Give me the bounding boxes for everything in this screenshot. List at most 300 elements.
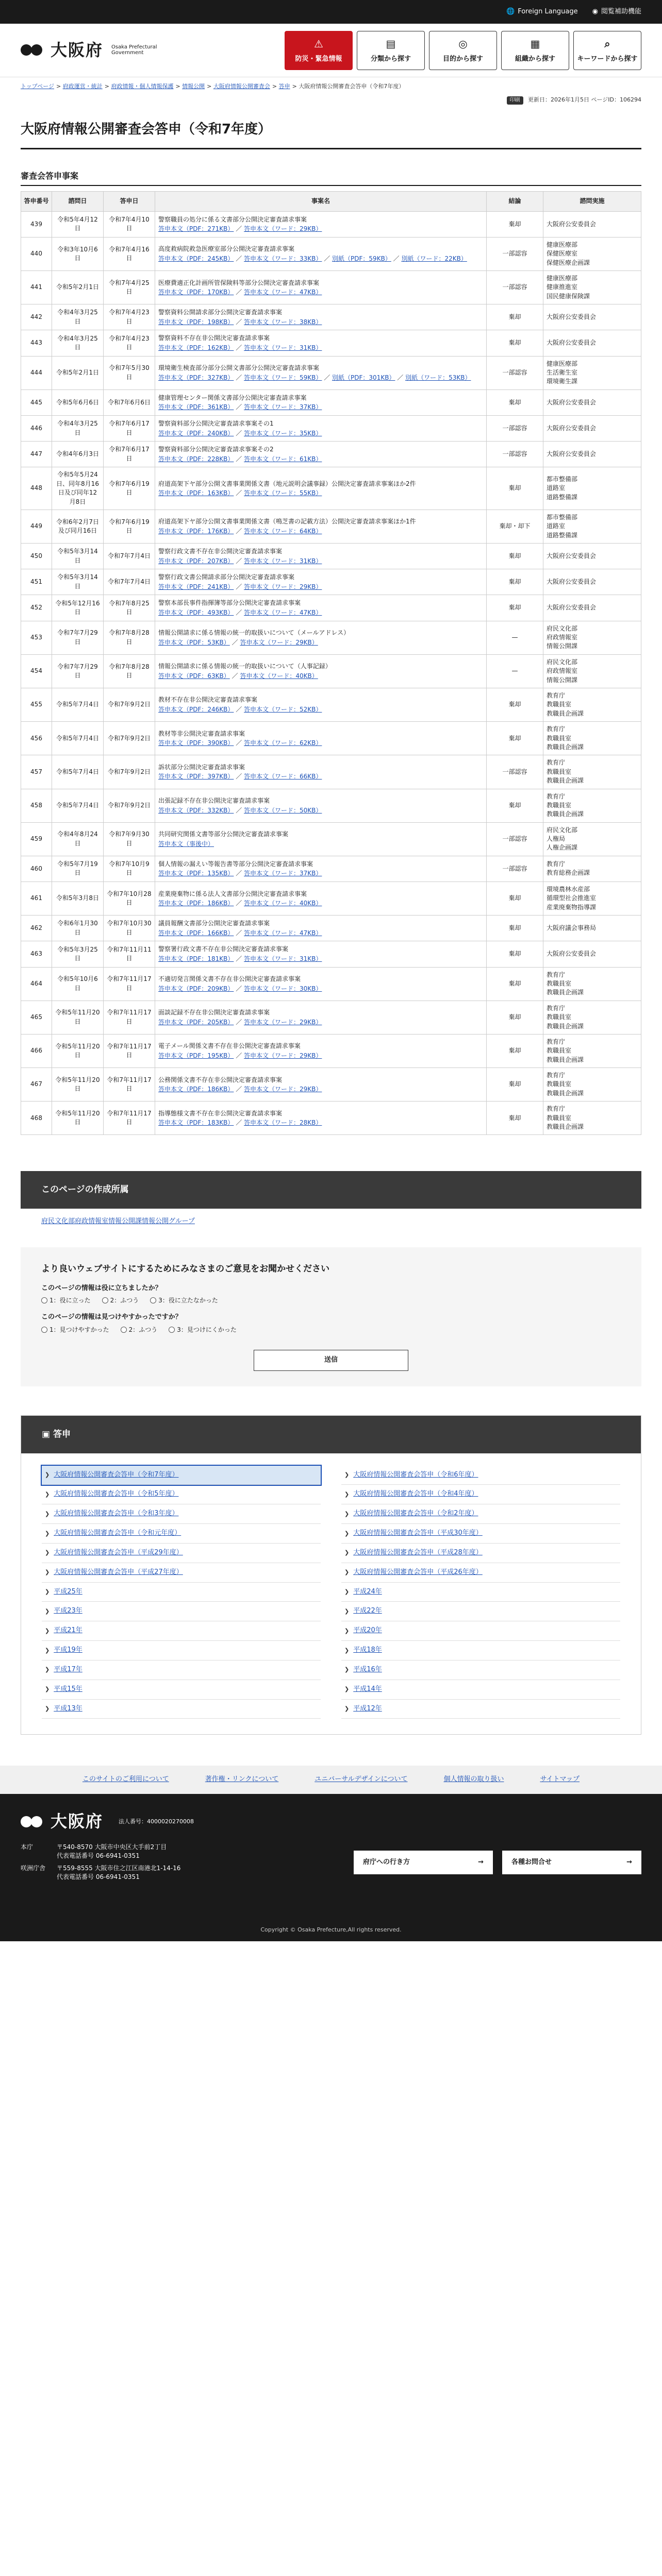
answer-document-link[interactable]: 別紙（ワード：53KB）: [405, 374, 471, 381]
consult-date: 令和5年4月12日: [52, 211, 104, 237]
author-heading: このページの作成所属: [21, 1171, 641, 1209]
answer-document-link[interactable]: 答申本文（ワード：31KB）: [244, 344, 322, 352]
related-item-label[interactable]: 平成19年: [54, 1646, 82, 1654]
department-cell: [543, 967, 641, 1001]
case-links: 答申本文（PDF：186KB） ／ 答申本文（ワード：29KB）: [158, 1086, 322, 1093]
department-name: 教育庁: [547, 792, 566, 800]
answer-document-link[interactable]: 答申本文（ワード：31KB）: [244, 955, 322, 962]
table-row: [21, 271, 641, 304]
footer-link-copyright[interactable]: 著作権・リンクについて: [205, 1775, 279, 1784]
chevron-right-icon: ❯: [45, 1510, 50, 1517]
logo-mark-icon: [21, 1815, 45, 1828]
answer-document-link[interactable]: 答申本文（PDF：390KB）: [158, 739, 234, 747]
case-links: 答申本文（PDF：390KB） ／ 答申本文（ワード：62KB）: [158, 739, 322, 747]
department-cell: [543, 916, 641, 941]
case-name: 情報公開請求に係る情報の統一的取扱いについて（メールアドレス）: [158, 629, 350, 637]
answer-document-link[interactable]: 答申本文（ワード：35KB）: [244, 429, 322, 437]
answer-document-link[interactable]: 答申本文（ワード：59KB）: [244, 374, 322, 381]
department-name: 教育庁: [547, 860, 566, 868]
answer-document-link[interactable]: 答申本文（ワード：52KB）: [244, 706, 322, 714]
case-name: 指導態様文書不存在非公開決定審査請求事案: [158, 1109, 283, 1117]
answer-date: 令和7年4月25日: [104, 271, 155, 304]
related-item-label[interactable]: 平成22年: [353, 1607, 382, 1615]
answer-date: 令和7年7月4日: [104, 544, 155, 569]
answer-document-link[interactable]: 答申本文（PDF：361KB）: [158, 403, 234, 411]
consult-date: 令和5年12月16日: [52, 595, 104, 621]
answer-date: 令和7年11月17日: [104, 1101, 155, 1135]
site-name: 大阪府: [51, 40, 104, 60]
conclusion: 一部認容: [487, 755, 543, 789]
top-utility-bar: [0, 0, 662, 24]
department-name: 健康推進室: [547, 283, 578, 291]
eye-icon: ◉: [592, 7, 598, 15]
answer-document-link[interactable]: 答申本文（ワード：64KB）: [244, 527, 322, 535]
related-item[interactable]: [341, 1466, 620, 1485]
related-item[interactable]: [341, 1621, 620, 1641]
answer-document-link[interactable]: 答申本文（ワード：29KB）: [244, 1086, 322, 1093]
department-name: 大阪府公安委員会: [547, 552, 597, 560]
department-name: 教育庁: [547, 1105, 566, 1113]
related-item-label[interactable]: 平成12年: [353, 1704, 382, 1713]
answer-document-link[interactable]: 答申本文（ワード：61KB）: [244, 455, 322, 463]
department-cell: [543, 1068, 641, 1101]
answer-document-link[interactable]: 答申本文（ワード：50KB）: [244, 806, 322, 814]
department-cell: [543, 882, 641, 916]
table-row: [21, 856, 641, 882]
related-item-label[interactable]: 大阪府情報公開審査会答申（令和2年度）: [353, 1510, 478, 1518]
case-name: 環境衛生検査部分部分公開文書部分公開決定審査請求事案: [158, 364, 320, 372]
answer-document-link[interactable]: 答申本文（PDF：135KB）: [158, 870, 234, 877]
answer-document-link[interactable]: 答申本文（PDF：63KB）: [158, 672, 230, 680]
browse-category-button[interactable]: [357, 31, 425, 70]
related-item[interactable]: [42, 1504, 321, 1524]
print-button[interactable]: 印刷: [507, 96, 523, 105]
radio-icon: [41, 1297, 47, 1303]
case-cell: [155, 467, 487, 510]
department-cell: [543, 595, 641, 621]
department-cell: [543, 1101, 641, 1135]
related-item-label[interactable]: 大阪府情報公開審査会答申（平成29年度）: [54, 1548, 183, 1556]
table-row: [21, 755, 641, 789]
department-cell: [543, 822, 641, 856]
department-name: 大阪府議会事務局: [547, 924, 597, 932]
related-item-label[interactable]: 平成23年: [54, 1607, 82, 1615]
department-name: 情報公開課: [547, 676, 578, 684]
department-name: 道路室: [547, 522, 566, 530]
department-cell: [543, 510, 641, 543]
answer-document-link[interactable]: 答申本文（PDF：205KB）: [158, 1018, 234, 1026]
related-item[interactable]: [42, 1563, 321, 1583]
access-button[interactable]: [354, 1851, 493, 1874]
answer-date: 令和7年4月10日: [104, 211, 155, 237]
related-item-label[interactable]: 平成13年: [54, 1704, 82, 1713]
case-number: 445: [21, 389, 52, 415]
chevron-right-icon: ❯: [344, 1490, 350, 1498]
browse-organization-label: 組織から探す: [515, 55, 555, 63]
department-cell: [543, 211, 641, 237]
case-links: 答申本文（PDF：63KB） ／ 答申本文（ワード：40KB）: [158, 672, 318, 680]
related-heading: [21, 1416, 641, 1453]
related-item[interactable]: [341, 1504, 620, 1524]
chevron-right-icon: ❯: [45, 1471, 50, 1478]
consult-date: 令和5年7月4日: [52, 789, 104, 822]
table-row: [21, 916, 641, 941]
department-cell: [543, 755, 641, 789]
case-number: 459: [21, 822, 52, 856]
answer-document-link[interactable]: 答申本文（ワード：37KB）: [244, 403, 322, 411]
related-item-label[interactable]: 大阪府情報公開審査会答申（平成30年度）: [353, 1529, 483, 1537]
disaster-info-button[interactable]: [285, 31, 353, 70]
answer-document-link[interactable]: 答申本文（PDF：176KB）: [158, 527, 234, 535]
footer-link-universal-design[interactable]: ユニバーサルデザインについて: [315, 1775, 408, 1784]
case-number: 442: [21, 304, 52, 330]
feedback-survey: [21, 1247, 641, 1386]
chevron-right-icon: ❯: [45, 1607, 50, 1615]
survey-send-button[interactable]: 送信: [254, 1350, 408, 1371]
case-name: 警察資料部分公開決定審査請求事案その2: [158, 446, 274, 453]
answer-document-link[interactable]: 答申本文（PDF：493KB）: [158, 609, 234, 617]
case-links: 答申本文（PDF：176KB） ／ 答申本文（ワード：64KB）: [158, 527, 322, 535]
answer-document-link[interactable]: 答申本文（ワード：38KB）: [244, 318, 322, 326]
chevron-right-icon: ❯: [344, 1627, 350, 1634]
related-item-label[interactable]: 平成14年: [353, 1685, 382, 1693]
department-name: 都市整備部: [547, 476, 578, 483]
answer-document-link[interactable]: 答申本文（PDF：209KB）: [158, 985, 234, 992]
conclusion: 棄却: [487, 1068, 543, 1101]
answer-document-link[interactable]: 答申本文（ワード：33KB）: [244, 255, 322, 262]
answer-document-link[interactable]: 答申本文（PDF：271KB）: [158, 225, 234, 233]
answer-document-link[interactable]: 答申本文（PDF：245KB）: [158, 255, 234, 262]
department-name: 循環型社会推進室: [547, 894, 597, 902]
q1-option-1[interactable]: [41, 1296, 91, 1305]
consult-date: 令和6年1月30日: [52, 916, 104, 941]
department-cell: [543, 688, 641, 721]
department-name: 府政情報室: [547, 634, 578, 641]
breadcrumb-item[interactable]: 答申: [278, 83, 290, 90]
survey-question-2: このページの情報は見つけやすかったですか？: [41, 1313, 182, 1321]
related-item-label[interactable]: 平成15年: [54, 1685, 82, 1693]
chevron-right-icon: ❯: [344, 1588, 350, 1596]
contact-button[interactable]: [502, 1851, 641, 1874]
footer-links: [0, 1766, 662, 1794]
footer-link-usage[interactable]: このサイトのご利用について: [82, 1775, 169, 1784]
cases-table: [21, 191, 641, 1135]
chevron-right-icon: ❯: [45, 1569, 50, 1576]
department-name: 健康医療部: [547, 275, 578, 282]
related-item-label[interactable]: 大阪府情報公開審査会答申（平成27年度）: [54, 1568, 183, 1576]
answer-document-link[interactable]: 答申本文（PDF：198KB）: [158, 318, 234, 326]
related-list: [21, 1453, 641, 1735]
footer-link-sitemap[interactable]: サイトマップ: [540, 1775, 580, 1784]
chevron-right-icon: ❯: [344, 1686, 350, 1693]
answer-document-link[interactable]: 答申本文（PDF：186KB）: [158, 1086, 234, 1093]
consult-date: 令和4年3月25日: [52, 330, 104, 356]
related-item-label[interactable]: 大阪府情報公開審査会答申（平成28年度）: [353, 1548, 483, 1556]
case-links: 答申本文（PDF：327KB） ／ 答申本文（ワード：59KB） ／ 別紙（PDF：301KB） ／ 別紙（ワード：53KB）: [158, 374, 471, 381]
consult-date: 令和4年3月25日: [52, 304, 104, 330]
case-links: 答申本文（PDF：271KB） ／ 答申本文（ワード：29KB）: [158, 225, 322, 233]
chevron-right-icon: ❯: [344, 1666, 350, 1673]
case-name: 出張記録不存在非公開決定審査請求事案: [158, 796, 270, 804]
address-block: [21, 1843, 278, 1882]
case-number: 441: [21, 271, 52, 304]
related-item-label[interactable]: 平成18年: [353, 1646, 382, 1654]
answer-document-link[interactable]: 答申本文（PDF：228KB）: [158, 455, 234, 463]
case-cell: [155, 442, 487, 467]
breadcrumb-item[interactable]: 情報公開: [182, 83, 205, 90]
answer-document-link[interactable]: 答申本文（ワード：29KB）: [240, 638, 318, 646]
related-item[interactable]: [42, 1641, 321, 1660]
col-header-conclusion: 結論: [487, 192, 543, 211]
table-row: [21, 510, 641, 543]
answer-document-link[interactable]: 別紙（PDF：301KB）: [332, 374, 395, 381]
q2-option-2[interactable]: [121, 1326, 158, 1334]
table-row: [21, 967, 641, 1001]
answer-document-link[interactable]: 答申本文（ワード：47KB）: [244, 289, 322, 296]
case-cell: [155, 569, 487, 595]
consult-date: 令和7年7月29日: [52, 654, 104, 688]
related-item[interactable]: [341, 1700, 620, 1719]
consult-date: 令和5年11月20日: [52, 1068, 104, 1101]
department-name: 教育庁: [547, 725, 566, 733]
case-name: 警察職員の処分に係る文書部分公開決定審査請求事案: [158, 215, 307, 223]
related-item-label[interactable]: 平成20年: [353, 1626, 382, 1635]
q1-option-2[interactable]: [102, 1296, 139, 1305]
related-item[interactable]: [42, 1602, 321, 1621]
search-icon: ⌕: [604, 37, 610, 50]
q1-option-3[interactable]: [150, 1296, 218, 1305]
department-name: 道路整備課: [547, 531, 578, 539]
related-item[interactable]: [42, 1700, 321, 1719]
answer-document-link[interactable]: 答申本文（ワード：66KB）: [244, 773, 322, 781]
conclusion: 棄却: [487, 941, 543, 967]
related-item[interactable]: [42, 1485, 321, 1504]
table-row: [21, 621, 641, 654]
answer-document-link[interactable]: 答申本文（PDF：163KB）: [158, 489, 234, 497]
answer-document-link[interactable]: 答申本文（PDF：181KB）: [158, 955, 234, 962]
case-number: 456: [21, 722, 52, 755]
table-row: [21, 654, 641, 688]
folder-icon: ▤: [386, 37, 396, 50]
answer-document-link[interactable]: 答申本文（PDF：186KB）: [158, 900, 234, 907]
related-item[interactable]: [341, 1602, 620, 1621]
department-name: 環境衛生課: [547, 378, 578, 385]
related-item-label[interactable]: 大阪府情報公開審査会答申（令和元年度）: [54, 1529, 181, 1537]
col-header-department: 諮問実施: [543, 192, 641, 211]
related-item-label[interactable]: 平成16年: [353, 1665, 382, 1673]
answer-document-link[interactable]: 答申本文（PDF：207KB）: [158, 557, 234, 565]
answer-date: 令和7年6月17日: [104, 415, 155, 441]
table-row: [21, 822, 641, 856]
answer-document-link[interactable]: 答申本文（ワード：55KB）: [244, 489, 322, 497]
answer-date: 令和7年6月6日: [104, 389, 155, 415]
keyword-search-button[interactable]: [573, 31, 641, 70]
consult-date: 令和4年6月3日: [52, 442, 104, 467]
case-name: 電子メール関係文書不存在非公開決定審査請求事案: [158, 1042, 301, 1050]
chevron-right-icon: ❯: [45, 1705, 50, 1713]
answer-document-link[interactable]: 答申本文（ワード：47KB）: [244, 929, 322, 937]
related-item[interactable]: [42, 1544, 321, 1563]
case-links: 答申本文（PDF：240KB） ／ 答申本文（ワード：35KB）: [158, 429, 322, 437]
case-number: 466: [21, 1034, 52, 1067]
col-header-case-name: 事案名: [155, 192, 487, 211]
answer-document-link[interactable]: 答申本文（PDF：162KB）: [158, 344, 234, 352]
answer-document-link[interactable]: 答申本文（事後中）: [158, 840, 214, 848]
conclusion: 一部認容: [487, 856, 543, 882]
related-item[interactable]: [341, 1641, 620, 1660]
answer-document-link[interactable]: 答申本文（PDF：327KB）: [158, 374, 234, 381]
case-cell: [155, 654, 487, 688]
answer-document-link[interactable]: 答申本文（ワード：47KB）: [244, 609, 322, 617]
table-row: [21, 544, 641, 569]
breadcrumb-item[interactable]: トップページ: [21, 83, 55, 90]
case-links: 答申本文（PDF：186KB） ／ 答申本文（ワード：40KB）: [158, 900, 322, 907]
department-name: 教職員企画課: [547, 709, 584, 717]
conclusion: 棄却: [487, 1001, 543, 1034]
case-name: 警察行政文書公開請求部分公開決定審査請求事案: [158, 573, 295, 581]
answer-document-link[interactable]: 答申本文（PDF：170KB）: [158, 289, 234, 296]
q2-option-3[interactable]: [169, 1326, 237, 1334]
answer-document-link[interactable]: 答申本文（ワード：31KB）: [244, 557, 322, 565]
case-cell: [155, 688, 487, 721]
department-name: 情報公開課: [547, 642, 578, 650]
department-name: 健康医療部: [547, 241, 578, 248]
consult-date: 令和5年2月1日: [52, 356, 104, 389]
related-item[interactable]: [341, 1660, 620, 1680]
answer-document-link[interactable]: 答申本文（ワード：29KB）: [244, 225, 322, 233]
browse-purpose-button[interactable]: [429, 31, 497, 70]
book-icon: ▣: [42, 1429, 53, 1439]
answer-document-link[interactable]: 答申本文（ワード：40KB）: [244, 900, 322, 907]
related-item[interactable]: [42, 1583, 321, 1602]
conclusion: —: [487, 654, 543, 688]
answer-document-link[interactable]: 別紙（ワード：22KB）: [401, 255, 467, 262]
consult-date: 令和5年3月14日: [52, 569, 104, 595]
department-name: 大阪府公安委員会: [547, 604, 597, 612]
related-item-label[interactable]: 大阪府情報公開審査会答申（令和4年度）: [353, 1490, 478, 1498]
answer-document-link[interactable]: 答申本文（PDF：241KB）: [158, 583, 234, 590]
answer-document-link[interactable]: 答申本文（ワード：40KB）: [240, 672, 318, 680]
related-item-label[interactable]: 平成21年: [54, 1626, 82, 1635]
conclusion: 棄却: [487, 569, 543, 595]
breadcrumb-current: 大阪府情報公開審査会答申（令和7年度）: [299, 83, 405, 90]
related-item[interactable]: [42, 1660, 321, 1680]
answer-document-link[interactable]: 答申本文（ワード：28KB）: [244, 1119, 322, 1127]
answer-date: 令和7年8月25日: [104, 595, 155, 621]
chevron-right-icon: ❯: [344, 1705, 350, 1713]
answer-document-link[interactable]: 答申本文（PDF：240KB）: [158, 429, 234, 437]
chevron-right-icon: ❯: [344, 1471, 350, 1478]
related-item-label[interactable]: 平成24年: [353, 1587, 382, 1596]
department-name: 大阪府公安委員会: [547, 313, 597, 321]
answer-document-link[interactable]: 答申本文（ワード：29KB）: [244, 1052, 322, 1059]
department-cell: [543, 621, 641, 654]
department-name: 教職員企画課: [547, 1056, 584, 1063]
department-name: 府民文化部: [547, 826, 578, 834]
answer-document-link[interactable]: 答申本文（PDF：397KB）: [158, 773, 234, 781]
case-name: 警察本部長事件指揮簿等部分公開決定審査請求事案: [158, 599, 301, 607]
breadcrumb-item[interactable]: 府政情報・個人情報保護: [111, 83, 174, 90]
answer-document-link[interactable]: 答申本文（PDF：166KB）: [158, 929, 234, 937]
department-cell: [543, 789, 641, 822]
breadcrumb-item[interactable]: 府政運営・統計: [62, 83, 103, 90]
table-header-row: [21, 192, 641, 211]
case-links: 答申本文（PDF：183KB） ／ 答申本文（ワード：28KB）: [158, 1119, 322, 1127]
answer-date: 令和7年8月28日: [104, 654, 155, 688]
case-name: 教材等非公開決定審査請求事案: [158, 730, 245, 737]
related-item[interactable]: [341, 1524, 620, 1544]
related-item-label[interactable]: 平成17年: [54, 1665, 82, 1673]
department-name: 人権企画課: [547, 844, 578, 852]
table-row: [21, 389, 641, 415]
answer-document-link[interactable]: 答申本文（ワード：30KB）: [244, 985, 322, 992]
related-item[interactable]: [341, 1583, 620, 1602]
related-item[interactable]: [341, 1563, 620, 1583]
related-item-label[interactable]: 大阪府情報公開審査会答申（令和7年度）: [54, 1470, 179, 1479]
department-cell: [543, 442, 641, 467]
answer-document-link[interactable]: 答申本文（ワード：29KB）: [244, 1018, 322, 1026]
case-name: 警察署行政文書不存在非公開決定審査請求事案: [158, 945, 289, 953]
related-item-label[interactable]: 平成25年: [54, 1587, 82, 1596]
chevron-right-icon: ❯: [45, 1666, 50, 1673]
case-number: 448: [21, 467, 52, 510]
related-item[interactable]: [341, 1485, 620, 1504]
related-item-label[interactable]: 大阪府情報公開審査会答申（令和6年度）: [353, 1470, 478, 1479]
footer-link-privacy[interactable]: 個人情報の取り扱い: [443, 1775, 504, 1784]
answer-document-link[interactable]: 答申本文（ワード：37KB）: [244, 870, 322, 877]
answer-date: 令和7年9月2日: [104, 789, 155, 822]
answer-document-link[interactable]: 答申本文（PDF：53KB）: [158, 638, 230, 646]
q2-option-1[interactable]: [41, 1326, 109, 1334]
answer-document-link[interactable]: 答申本文（ワード：29KB）: [244, 583, 322, 590]
related-item[interactable]: [341, 1680, 620, 1700]
breadcrumb-item[interactable]: 大阪府情報公開審査会: [213, 83, 270, 90]
answer-document-link[interactable]: 答申本文（PDF：183KB）: [158, 1119, 234, 1127]
answer-document-link[interactable]: 答申本文（PDF：246KB）: [158, 706, 234, 714]
answer-date: 令和7年10月9日: [104, 856, 155, 882]
related-item[interactable]: [42, 1621, 321, 1641]
answer-document-link[interactable]: 答申本文（ワード：62KB）: [244, 739, 322, 747]
related-item[interactable]: [42, 1466, 321, 1485]
accessibility-link[interactable]: [592, 7, 641, 17]
conclusion: 棄却: [487, 916, 543, 941]
answer-document-link[interactable]: 答申本文（PDF：332KB）: [158, 806, 234, 814]
table-row: [21, 330, 641, 356]
related-item[interactable]: [42, 1524, 321, 1544]
related-item-label[interactable]: 大阪府情報公開審査会答申（令和3年度）: [54, 1510, 179, 1518]
browse-organization-button[interactable]: [501, 31, 569, 70]
case-links: 答申本文（PDF：198KB） ／ 答申本文（ワード：38KB）: [158, 318, 322, 326]
department-name: 教職員企画課: [547, 989, 584, 996]
table-row: [21, 1068, 641, 1101]
foreign-language-link[interactable]: [506, 7, 578, 17]
q1-option-3-label: 3：役に立たなかった: [158, 1297, 218, 1304]
related-item[interactable]: [341, 1544, 620, 1563]
contact-label: 各種お問合せ: [511, 1858, 552, 1866]
related-item-label[interactable]: 大阪府情報公開審査会答申（令和5年度）: [54, 1490, 179, 1498]
related-item[interactable]: [42, 1680, 321, 1700]
conclusion: 棄却: [487, 1101, 543, 1135]
header-buttons: [285, 31, 641, 70]
related-heading-label: 答申: [53, 1429, 71, 1439]
department-name: 教職員室: [547, 734, 572, 742]
author-link[interactable]: 府民文化部府政情報室情報公開課情報公開グループ: [41, 1217, 195, 1226]
chevron-right-icon: ❯: [344, 1530, 350, 1537]
answer-document-link[interactable]: 別紙（PDF：59KB）: [332, 255, 391, 262]
site-logo[interactable]: [21, 38, 157, 62]
related-item-label[interactable]: 大阪府情報公開審査会答申（平成26年度）: [353, 1568, 483, 1576]
answer-document-link[interactable]: 答申本文（PDF：195KB）: [158, 1052, 234, 1059]
